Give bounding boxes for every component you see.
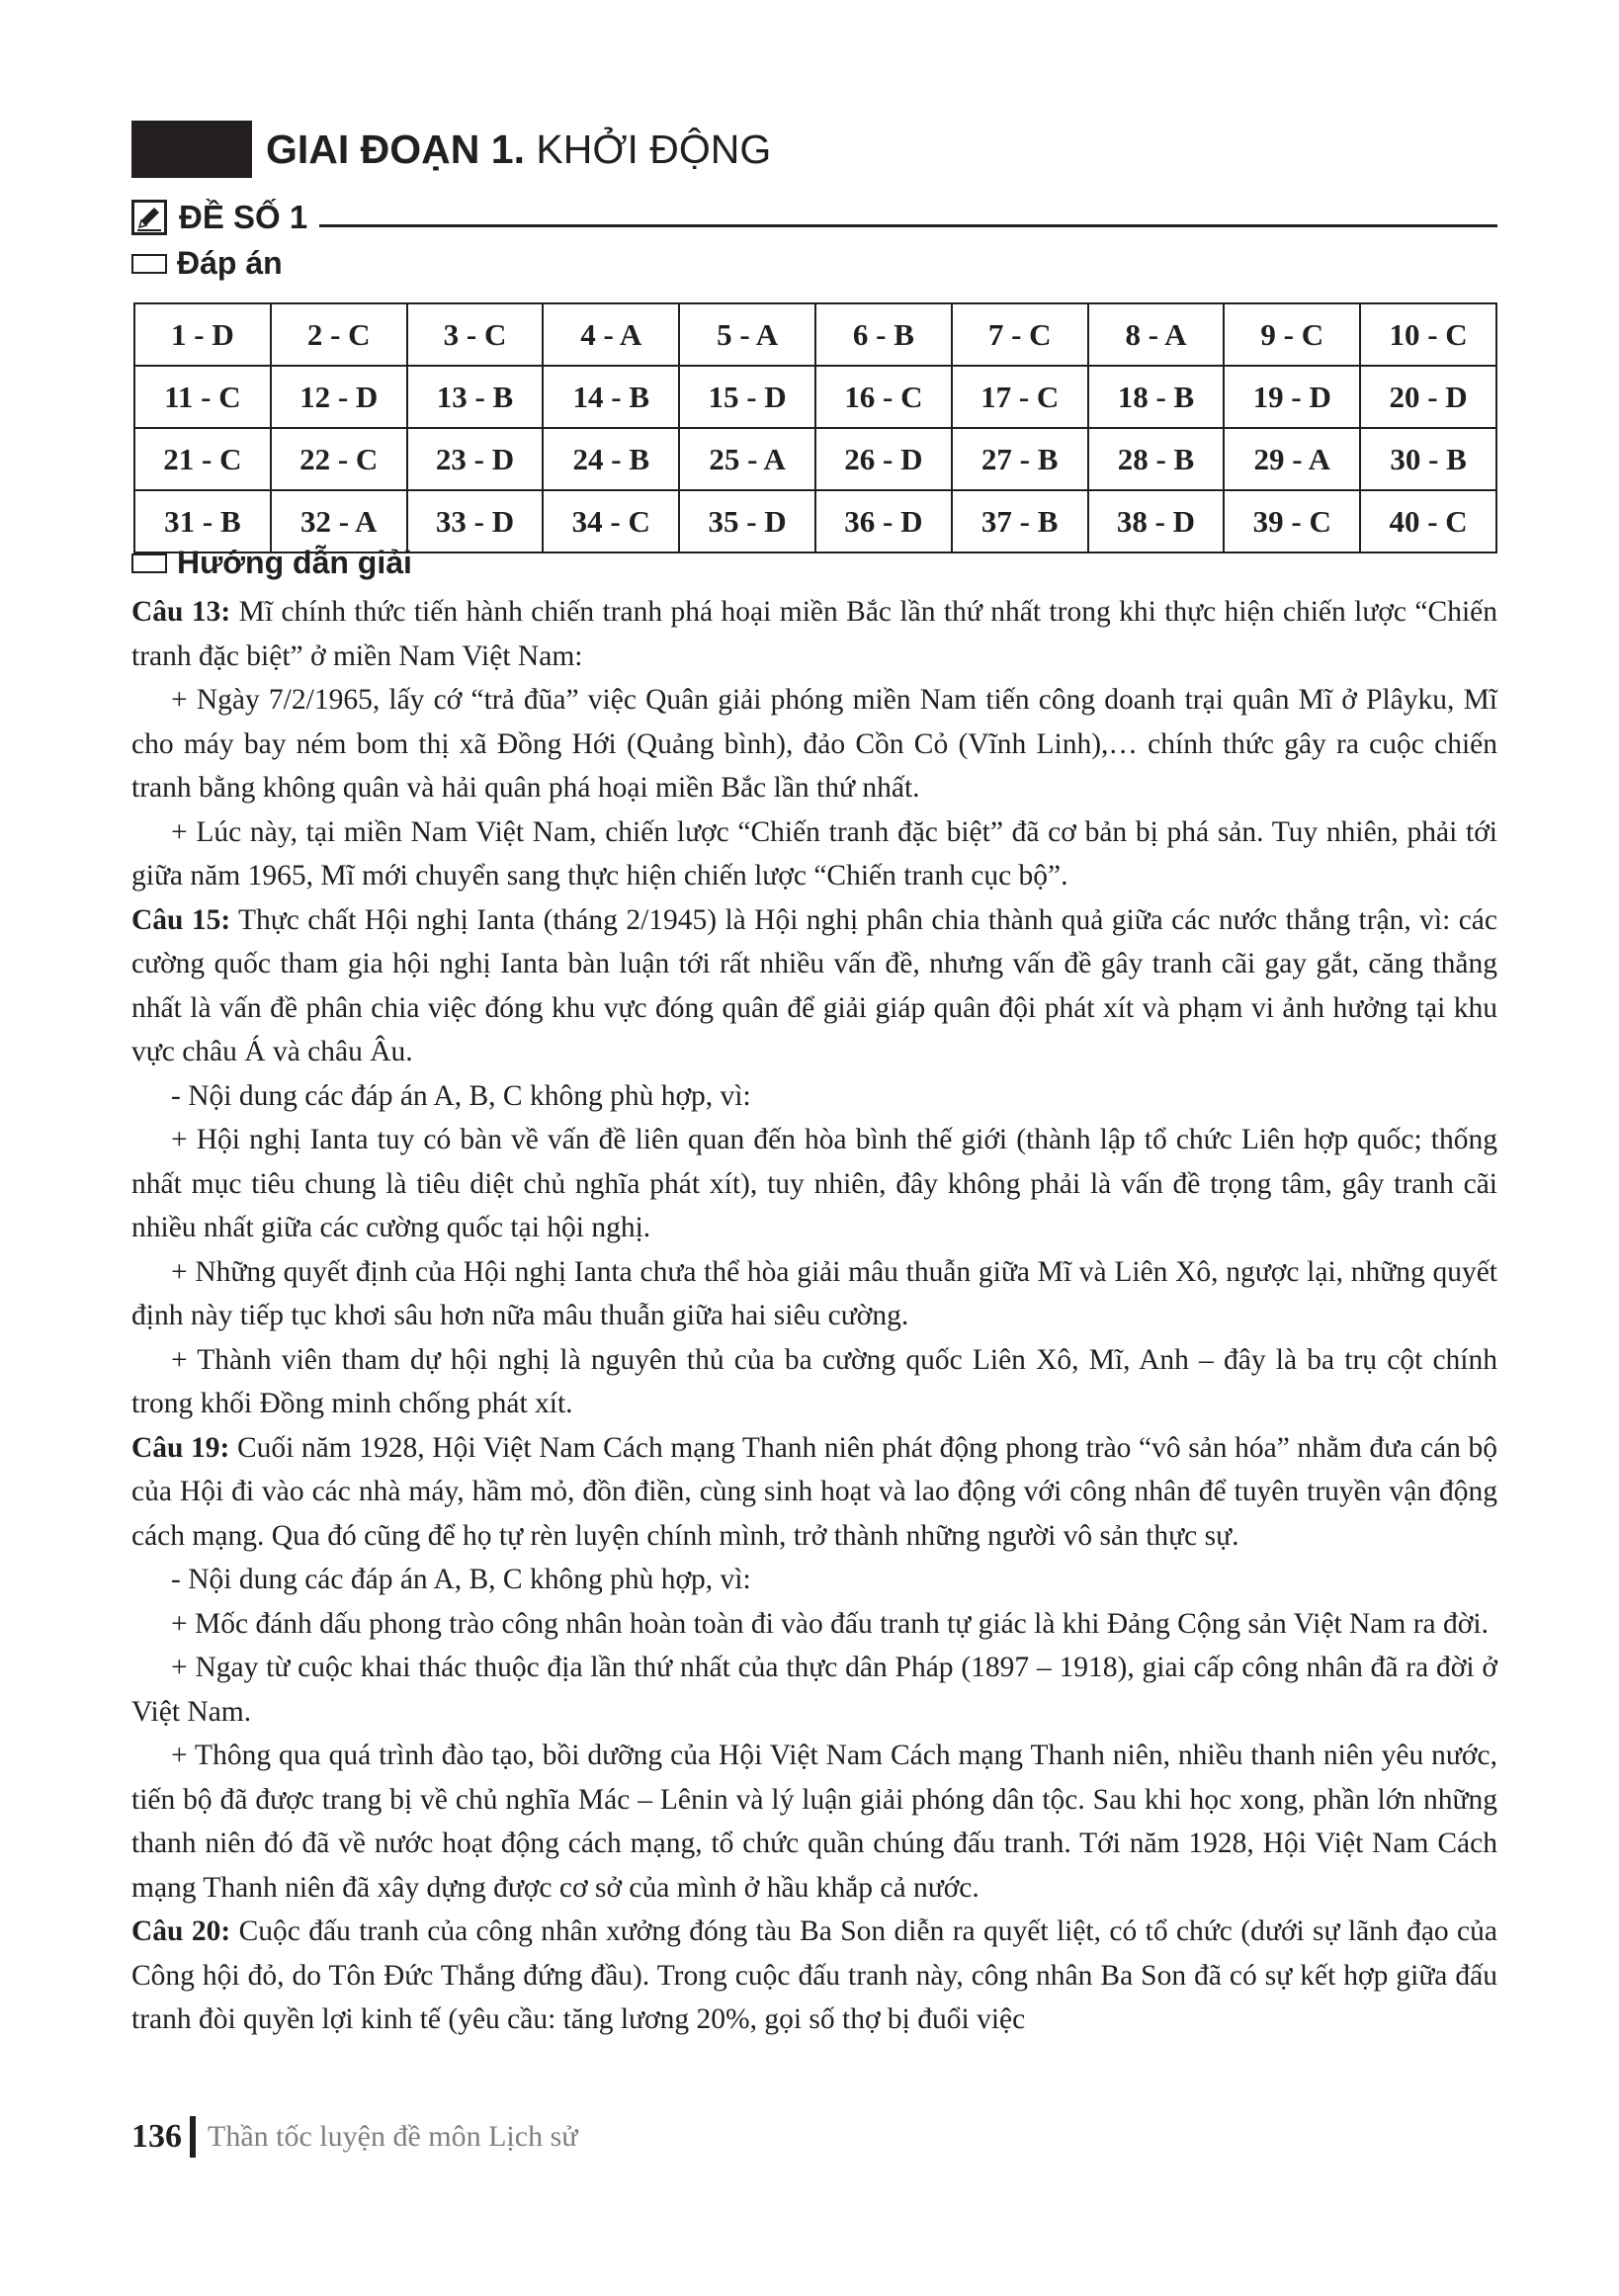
answer-cell: 34 - C [543,490,679,553]
answer-cell: 15 - D [679,366,815,428]
answer-cell: 24 - B [543,428,679,490]
answer-row [134,490,1496,553]
explanation-point [131,1074,1497,1119]
solution-text [131,590,1497,2042]
answer-cell: 13 - B [407,366,544,428]
answer-row [134,303,1496,366]
answer-cell: 36 - D [815,490,952,553]
guide-section-title: Hướng dẫn giải [177,545,412,580]
question-explanation [131,898,1497,1074]
answer-cell: 11 - C [134,366,271,428]
page-number: 136 [131,2118,182,2155]
answer-cell: 2 - C [271,303,407,366]
answer-table [133,302,1497,553]
explanation-point [131,1250,1497,1338]
paragraph-text: Cuối năm 1928, Hội Việt Nam Cách mạng Thanh niên phát động phong trào “vô sản hóa” nhằm đưa cán bộ của Hội đi vào các nhà máy, hầm mỏ, đồn điền, cùng sinh hoạt và lao động với công nhân để tuyên truyền vận động cách mạng. Qua đó cũng để họ tự rèn luyện chính mình, trở thành những người vô sản thực sự. [131,1431,1497,1552]
answer-cell: 22 - C [271,428,407,490]
answer-cell: 5 - A [679,303,815,366]
question-explanation [131,590,1497,678]
heading-rule [319,224,1497,227]
paragraph-text: + Những quyết định của Hội nghị Ianta chưa thể hòa giải mâu thuẫn giữa Mĩ và Liên Xô, ngược lại, những quyết định này tiếp tục khơi sâu hơn nữa mâu thuẫn giữa hai siêu cường. [131,1255,1497,1331]
answer-cell: 30 - B [1360,428,1496,490]
explanation-point [131,1646,1497,1734]
stage-title-bold: GIAI ĐOẠN 1. [266,127,525,172]
paragraph-text: Thực chất Hội nghị Ianta (tháng 2/1945) là Hội nghị phân chia thành quả giữa các nước thắng trận, vì: các cường quốc tham gia hội nghị Ianta bàn luận tới rất nhiều vấn đề, nhưng vấn đề gây tranh cãi gay gắt, căng thẳng nhất là vấn đề phân chia việc đóng khu vực đóng quân để giải giáp quân đội phát xít và phạm vi ảnh hưởng tại khu vực châu Á và châu Âu. [131,903,1497,1067]
explanation-point [131,1558,1497,1602]
paragraph-text: Mĩ chính thức tiến hành chiến tranh phá hoại miền Bắc lần thứ nhất trong khi thực hiện chiến lược “Chiến tranh đặc biệt” ở miền Nam Việt Nam: [131,596,1497,672]
answer-cell: 3 - C [407,303,544,366]
paragraph-text: + Lúc này, tại miền Nam Việt Nam, chiến lược “Chiến tranh đặc biệt” đã cơ bản bị phá sản. Tuy nhiên, phải tới giữa năm 1965, Mĩ mới chuyển sang thực hiện chiến lược “Chiến tranh cục bộ”. [131,815,1497,892]
answer-cell: 17 - C [952,366,1088,428]
answer-cell: 7 - C [952,303,1088,366]
question-label: Câu 19: [131,1431,230,1464]
answer-cell: 8 - A [1088,303,1225,366]
paragraph-text: + Thành viên tham dự hội nghị là nguyên thủ của ba cường quốc Liên Xô, Mĩ, Anh – đây là ba trụ cột chính trong khối Đồng minh chống phát xít. [131,1343,1497,1419]
answer-cell: 12 - D [271,366,407,428]
explanation-point [131,810,1497,898]
answer-cell: 4 - A [543,303,679,366]
question-label: Câu 13: [131,596,231,628]
answer-cell: 20 - D [1360,366,1496,428]
answer-cell: 21 - C [134,428,271,490]
pencil-icon [131,200,167,235]
paragraph-text: + Mốc đánh dấu phong trào công nhân hoàn toàn đi vào đấu tranh tự giác là khi Đảng Cộng sản Việt Nam ra đời. [171,1607,1489,1640]
answer-cell: 23 - D [407,428,544,490]
answer-cell: 16 - C [815,366,952,428]
paragraph-text: Cuộc đấu tranh của công nhân xưởng đóng tàu Ba Son diễn ra quyết liệt, có tổ chức (dưới sự lãnh đạo của Công hội đỏ, do Tôn Đức Thắng đứng đầu). Trong cuộc đấu tranh này, công nhân Ba Son đã có sự kết hợp giữa đấu tranh đòi quyền lợi kinh tế (yêu cầu: tăng lương 20%, gọi số thợ bị đuổi việc [131,1915,1497,2035]
paragraph-text: - Nội dung các đáp án A, B, C không phù hợp, vì: [171,1079,751,1112]
answer-cell: 40 - C [1360,490,1496,553]
page-footer [131,2113,578,2161]
answer-cell: 9 - C [1224,303,1360,366]
answer-cell: 10 - C [1360,303,1496,366]
answer-cell: 27 - B [952,428,1088,490]
answer-cell: 14 - B [543,366,679,428]
answer-cell: 6 - B [815,303,952,366]
answer-cell: 35 - D [679,490,815,553]
stage-title-rest: KHỞI ĐỘNG [524,127,772,172]
answer-cell: 25 - A [679,428,815,490]
paragraph-text: - Nội dung các đáp án A, B, C không phù hợp, vì: [171,1564,751,1595]
explanation-point [131,1734,1497,1910]
question-label: Câu 15: [131,903,231,936]
answer-cell: 29 - A [1224,428,1360,490]
paragraph-text: + Hội nghị Ianta tuy có bàn về vấn đề liên quan đến hòa bình thế giới (thành lập tổ chức Liên hợp quốc; thống nhất mục tiêu chung là tiêu diệt chủ nghĩa phát xít), tuy nhiên, đây không phải là vấn đề trọng tâm, gây tranh cãi nhiều nhất giữa các cường quốc tại hội nghị. [131,1124,1497,1243]
answer-cell: 33 - D [407,490,544,553]
answer-cell: 31 - B [134,490,271,553]
answer-cell: 32 - A [271,490,407,553]
book-title: Thần tốc luyện đề môn Lịch sử [208,2120,578,2153]
answer-cell: 1 - D [134,303,271,366]
footer-divider [190,2116,196,2158]
stage-title [266,121,771,178]
explanation-point [131,1602,1497,1647]
question-explanation [131,1426,1497,1559]
answer-cell: 19 - D [1224,366,1360,428]
answer-section-title: Đáp án [177,245,283,281]
question-label: Câu 20: [131,1915,231,1947]
stage-header [131,121,771,178]
exam-heading [131,198,1497,237]
answer-cell: 39 - C [1224,490,1360,553]
answer-cell: 28 - B [1088,428,1225,490]
paragraph-text: + Thông qua quá trình đào tạo, bồi dưỡng của Hội Việt Nam Cách mạng Thanh niên, nhiều thanh niên yêu nước, tiến bộ đã được trang bị về chủ nghĩa Mác – Lênin và lý luận giải phóng dân tộc. Sau khi học xong, phần lớn những thanh niên đó đã về nước hoạt động cách mạng, tổ chức quần chúng đấu tranh. Tới năm 1928, Hội Việt Nam Cách mạng Thanh niên đã xây dựng được cơ sở của mình ở hầu khắp cả nước. [131,1740,1497,1904]
answer-row [134,428,1496,490]
answer-cell: 18 - B [1088,366,1225,428]
answer-row [134,366,1496,428]
answer-cell: 26 - D [815,428,952,490]
section-box-icon [131,553,167,573]
explanation-point [131,678,1497,810]
stage-marker-block [131,121,252,178]
exam-title: ĐỀ SỐ 1 [179,199,308,235]
answer-section-heading [131,245,283,282]
explanation-point [131,1118,1497,1250]
guide-section-heading [131,545,412,581]
answer-cell: 38 - D [1088,490,1225,553]
paragraph-text: + Ngày 7/2/1965, lấy cớ “trả đũa” việc Quân giải phóng miền Nam tiến công doanh trại quân Mĩ ở Plâyku, Mĩ cho máy bay ném bom thị xã Đồng Hới (Quảng bình), đảo Cồn Cỏ (Vĩnh Linh),… chính thức gây ra cuộc chiến tranh bằng không quân và hải quân phá hoại miền Bắc lần thứ nhất. [131,684,1497,804]
paragraph-text: + Ngay từ cuộc khai thác thuộc địa lần thứ nhất của thực dân Pháp (1897 – 1918), giai cấp công nhân đã ra đời ở Việt Nam. [131,1652,1497,1728]
explanation-point [131,1338,1497,1426]
question-explanation [131,1910,1497,2042]
answer-cell: 37 - B [952,490,1088,553]
section-box-icon [131,254,167,274]
